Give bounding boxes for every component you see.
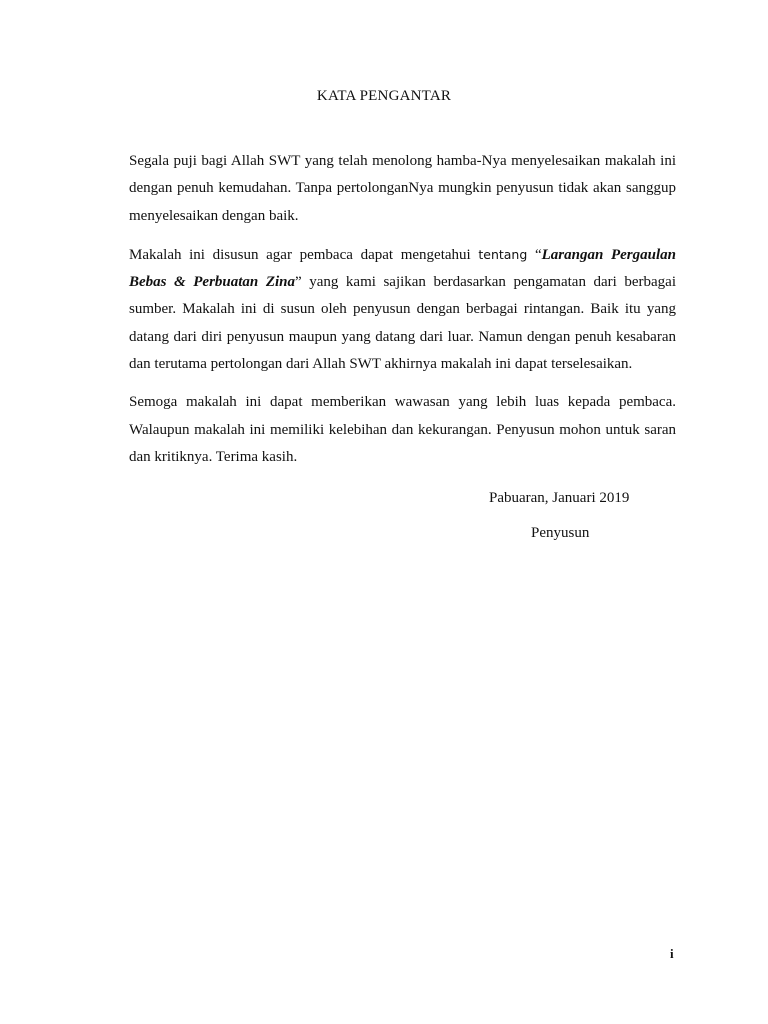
- document-body: [129, 148, 676, 482]
- paragraph-3: Semoga makalah ini dapat memberikan wawasan yang lebih luas kepada pembaca. Walaupun makalah ini memiliki kelebihan dan kekurangan. Penyusun mohon untuk saran dan kritiknya. Terima kasih.: [129, 394, 676, 465]
- paragraph-2-open-quote: “: [527, 246, 542, 263]
- signer-name: Penyusun: [531, 525, 590, 541]
- paragraph-2-emphasis: Larangan Pergaulan Bebas & Perbuatan Zina: [129, 246, 676, 291]
- paragraph-2-text-b: ” yang kami sajikan berdasarkan pengamatan dari berbagai sumber. Makalah ini di susun oleh penyusun dengan berbagai rintangan. Baik itu yang datang dari diri penyusun maupun yang datang dari luar. Namun dengan penuh kesabaran dan terutama pertolongan dari Allah SWT akhirnya makalah ini dapat terselesaikan.: [129, 274, 676, 373]
- place-date: Pabuaran, Januari 2019: [489, 490, 630, 506]
- page-number: i: [670, 946, 674, 961]
- paragraph-2-text-a: Makalah ini disusun agar pembaca dapat mengetahui: [129, 246, 479, 263]
- page-title: KATA PENGANTAR: [316, 88, 452, 104]
- paragraph-1: Segala puji bagi Allah SWT yang telah menolong hamba-Nya menyelesaikan makalah ini dengan penuh kemudahan. Tanpa pertolonganNya mungkin penyusun tidak akan sanggup menyelesaikan dengan baik.: [129, 153, 676, 224]
- paragraph-2: [129, 241, 676, 378]
- paragraph-2-word-tentang: tentang: [478, 246, 528, 262]
